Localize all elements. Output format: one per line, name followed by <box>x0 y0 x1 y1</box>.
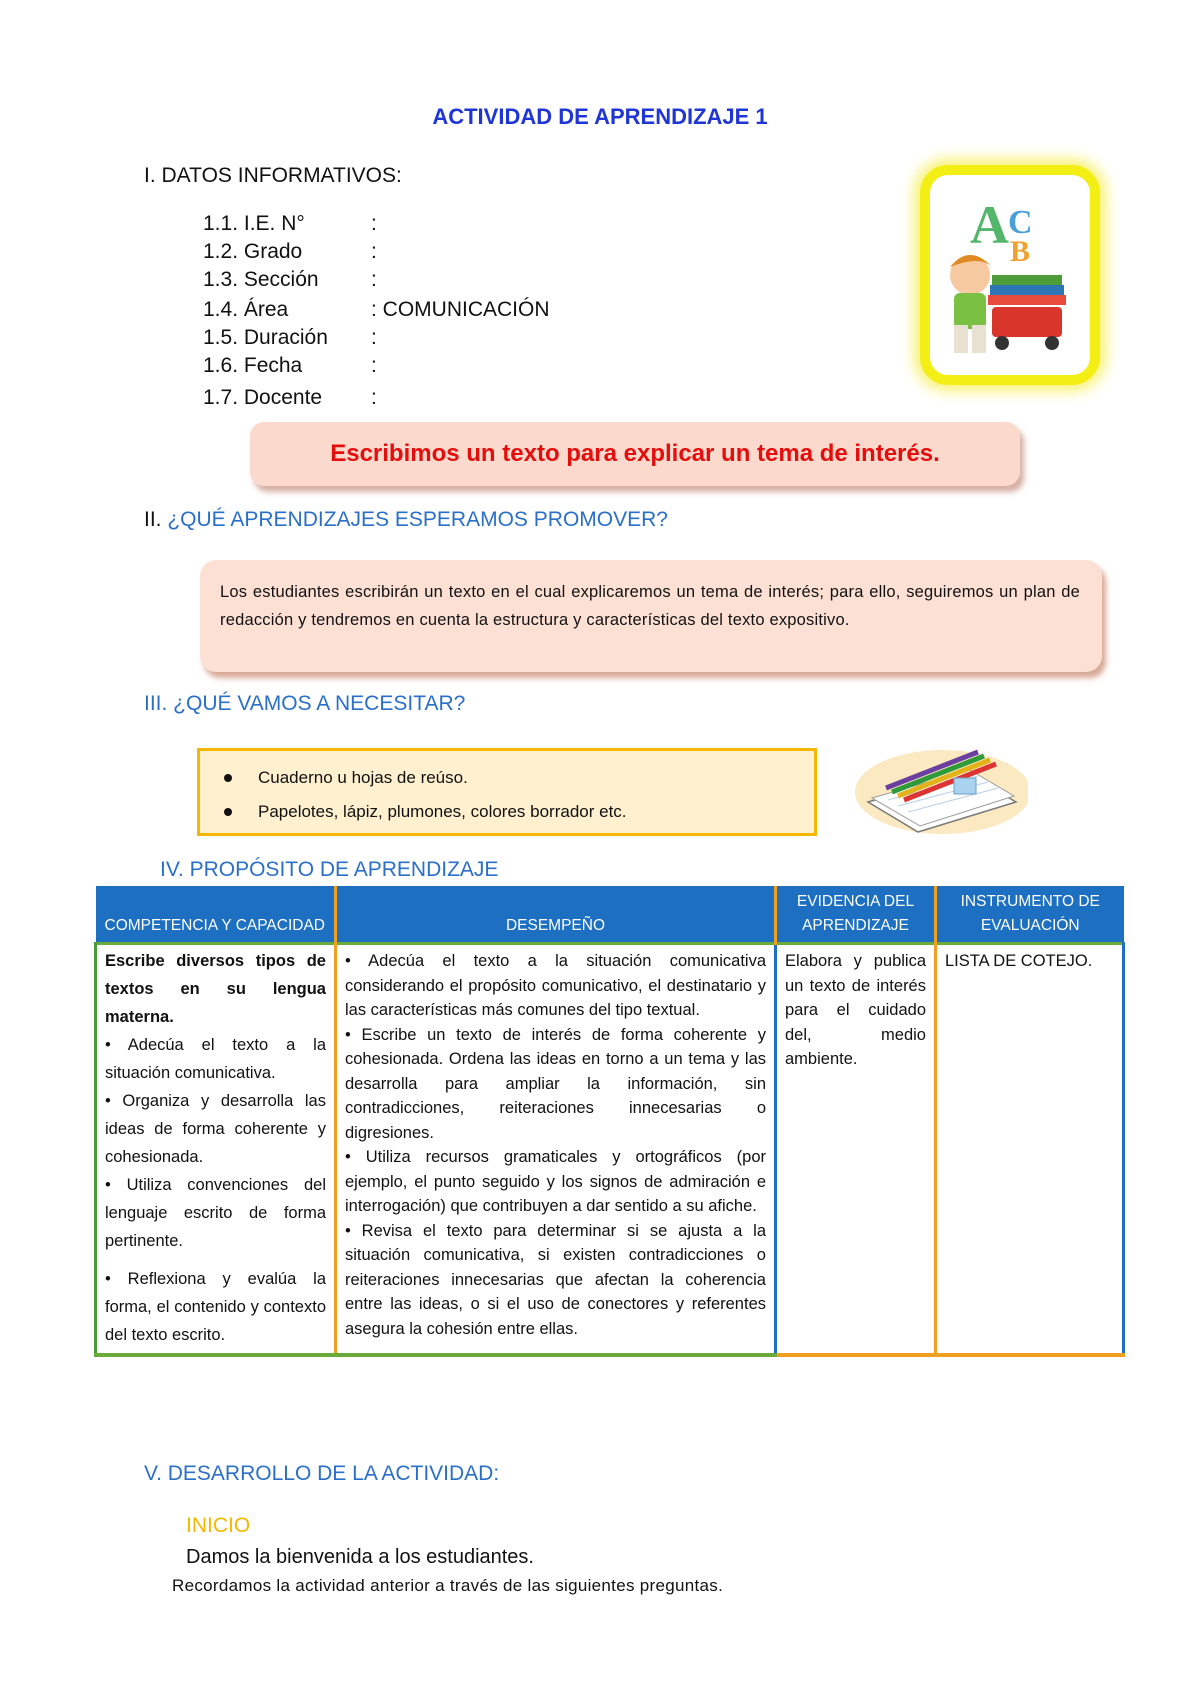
svg-text:A: A <box>970 195 1009 255</box>
page-title: ACTIVIDAD DE APRENDIZAJE 1 <box>432 104 768 129</box>
header-competencia: COMPETENCIA Y CAPACIDAD <box>96 886 336 944</box>
info-label: 1.7. Docente <box>203 386 323 409</box>
header-instrumento: INSTRUMENTO DE EVALUACIÓN <box>936 886 1124 944</box>
topic-banner-text: Escribimos un texto para explicar un tema de interés. <box>330 440 940 467</box>
info-row <box>203 354 377 378</box>
desempeno-item: • Utiliza recursos gramaticales y ortográficos (por ejemplo, el punto seguido y los signos de admiración e interrogación) que contribuyen a dar sentido a su afiche. <box>345 1148 766 1215</box>
capacidad-item: • Utiliza convenciones del lenguaje escrito de forma pertinente. <box>105 1176 326 1250</box>
header-desempeno: DESEMPEÑO <box>336 886 776 944</box>
info-row <box>203 386 377 410</box>
desempeno-cell <box>336 944 776 1356</box>
info-row <box>203 326 377 350</box>
list-item: Cuaderno u hojas de reúso. <box>258 761 814 795</box>
section-1-heading: I. DATOS INFORMATIVOS: <box>144 164 402 187</box>
capacidad-item: • Adecúa el texto a la situación comunicativa. <box>105 1036 326 1082</box>
list-item: Papelotes, lápiz, plumones, colores borrador etc. <box>258 795 814 829</box>
section-3-heading: III. ¿QUÉ VAMOS A NECESITAR? <box>144 692 466 715</box>
info-value: : <box>371 354 377 377</box>
info-value: : <box>371 212 377 235</box>
info-label: 1.1. I.E. N° <box>203 212 305 235</box>
info-row <box>203 240 377 264</box>
capacidad-item: • Organiza y desarrolla las ideas de forma coherente y cohesionada. <box>105 1092 326 1166</box>
section-2-number: II. <box>144 508 162 531</box>
evidencia-cell: Elabora y publica un texto de interés para el cuidado del, medio ambiente. <box>776 944 936 1356</box>
info-row <box>203 268 377 292</box>
desempeno-item: • Escribe un texto de interés de forma coherente y cohesionada. Ordena las ideas en torno a un tema y las desarrolla para ampliar la información, sin contradicciones, reiteraciones innecesarias o digresiones. <box>345 1025 766 1142</box>
info-value: : COMUNICACIÓN <box>371 298 550 321</box>
svg-text:C: C <box>1008 204 1033 241</box>
section-5-heading: V. DESARROLLO DE LA ACTIVIDAD: <box>144 1462 500 1485</box>
section-2-heading <box>144 508 668 532</box>
info-label: 1.5. Duración <box>203 326 328 349</box>
svg-text:B: B <box>1010 235 1031 268</box>
inicio-heading: INICIO <box>186 1514 251 1537</box>
capacidad-item: • Reflexiona y evalúa la forma, el contenido y contexto del texto escrito. <box>105 1270 326 1344</box>
info-value: : <box>371 386 377 409</box>
info-value: : <box>371 326 377 349</box>
info-label: 1.4. Área <box>203 298 289 321</box>
materials-list <box>200 761 814 829</box>
info-value: : <box>371 268 377 291</box>
learning-purpose-table <box>94 886 1125 1357</box>
table-row <box>96 944 1124 1356</box>
competencia-cell <box>96 944 336 1356</box>
purpose-box <box>200 560 1102 672</box>
inicio-line-2: Recordamos la actividad anterior a través de las siguientes preguntas. <box>172 1576 724 1595</box>
topic-banner <box>250 422 1020 486</box>
desempeno-item: • Adecúa el texto a la situación comunicativa considerando el propósito comunicativo, el destinatario y las características más comunes del tipo textual. <box>345 952 766 1019</box>
info-label: 1.3. Sección <box>203 268 319 291</box>
section-4-heading: IV. PROPÓSITO DE APRENDIZAJE <box>160 858 499 881</box>
info-value: : <box>371 240 377 263</box>
school-supplies-illustration <box>848 740 1028 840</box>
competencia-title: Escribe diversos tipos de textos en su lengua materna. <box>105 952 326 1026</box>
desempeno-item: • Revisa el texto para determinar si se ajusta a la situación comunicativa, si existen contradicciones o reiteraciones innecesarias que afectan la coherencia entre las ideas, o si el uso de conectores y referentes asegura la cohesión entre ellas. <box>345 1221 766 1338</box>
info-label: 1.6. Fecha <box>203 354 303 377</box>
abc-boy-illustration <box>920 165 1100 385</box>
materials-box <box>197 748 817 836</box>
info-label: 1.2. Grado <box>203 240 303 263</box>
info-row <box>203 298 550 322</box>
instrumento-cell: LISTA DE COTEJO. <box>936 944 1124 1356</box>
info-row <box>203 212 377 236</box>
section-2-title: ¿QUÉ APRENDIZAJES ESPERAMOS PROMOVER? <box>167 508 668 531</box>
purpose-text: Los estudiantes escribirán un texto en el cual explicaremos un tema de interés; para ello, seguiremos un plan de redacción y tendremos en cuenta la estructura y características del texto expositivo. <box>220 583 1080 629</box>
header-evidencia: EVIDENCIA DEL APRENDIZAJE <box>776 886 936 944</box>
inicio-line-1: Damos la bienvenida a los estudiantes. <box>186 1546 534 1568</box>
